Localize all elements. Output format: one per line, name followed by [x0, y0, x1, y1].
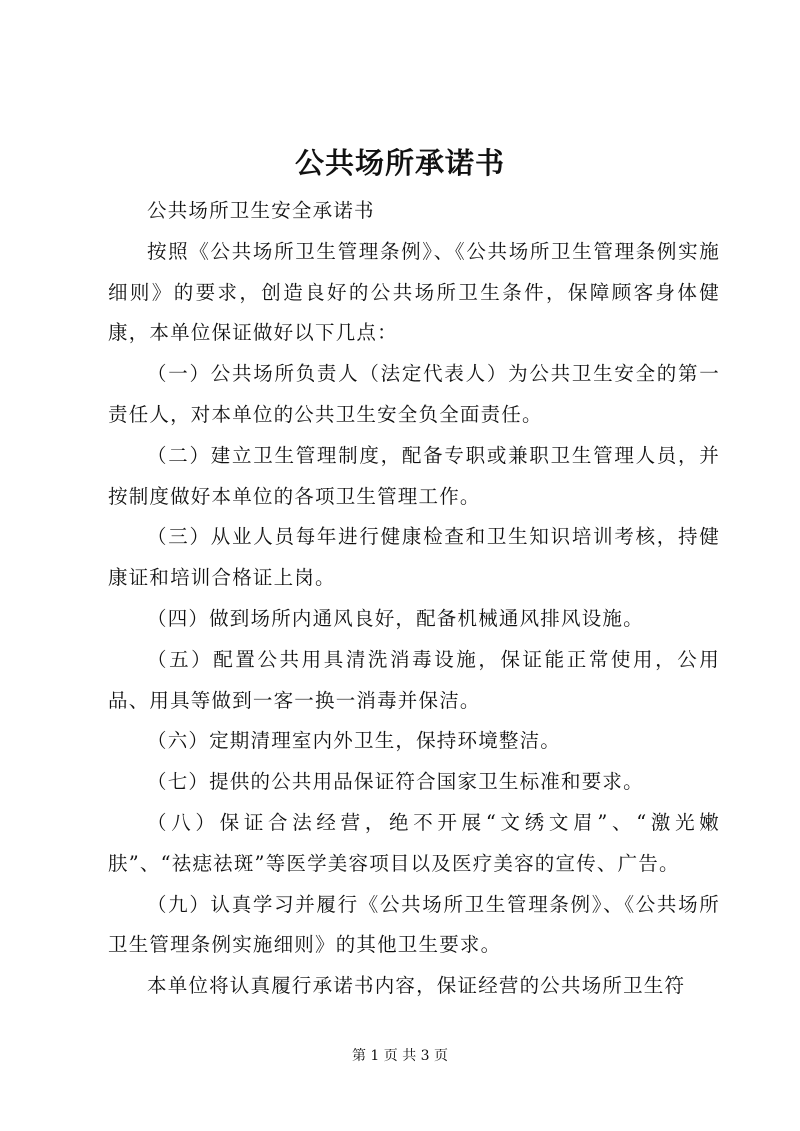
paragraph-closing: 本单位将认真履行承诺书内容，保证经营的公共场所卫生符 [147, 974, 686, 998]
document-body [108, 191, 720, 1007]
paragraph-intro: 按照《公共场所卫生管理条例》、《公共场所卫生管理条例实施细则》的要求，创造良好的公共场所卫生条件，保障顾客身体健康，本单位保证做好以下几点： [108, 239, 720, 345]
paragraph-item-4: （四）做到场所内通风良好，配备机械通风排风设施。 [147, 606, 644, 630]
paragraph-item-7: （七）提供的公共用品保证符合国家卫生标准和要求。 [147, 770, 644, 794]
paragraph-item-2: （二）建立卫生管理制度，配备专职或兼职卫生管理人员，并按制度做好本单位的各项卫生管理工作。 [108, 443, 720, 508]
paragraph-item-1: （一）公共场所负责人（法定代表人）为公共卫生安全的第一责任人，对本单位的公共卫生安全负全面责任。 [108, 362, 720, 426]
paragraph-item-8: （八）保证合法经营，绝不开展“文绣文眉”、“激光嫩肤”、“祛痣祛斑”等医学美容项目以及医疗美容的宣传、广告。 [108, 810, 720, 875]
paragraph-item-6: （六）定期清理室内外卫生，保持环境整洁。 [147, 729, 562, 753]
paragraph-subtitle: 公共场所卫生安全承诺书 [147, 199, 375, 222]
paragraph-item-3: （三）从业人员每年进行健康检查和卫生知识培训考核，持健康证和培训合格证上岗。 [108, 525, 720, 590]
paragraph-item-5: （五）配置公共用具清洗消毒设施，保证能正常使用，公用品、用具等做到一客一换一消毒并保洁。 [108, 647, 720, 712]
document-title: 公共场所承诺书 [294, 146, 505, 180]
page-number-footer: 第 1 页 共 3 页 [351, 1048, 449, 1064]
paragraph-item-9: （九）认真学习并履行《公共场所卫生管理条例》、《公共场所卫生管理条例实施细则》的其他卫生要求。 [108, 892, 720, 957]
